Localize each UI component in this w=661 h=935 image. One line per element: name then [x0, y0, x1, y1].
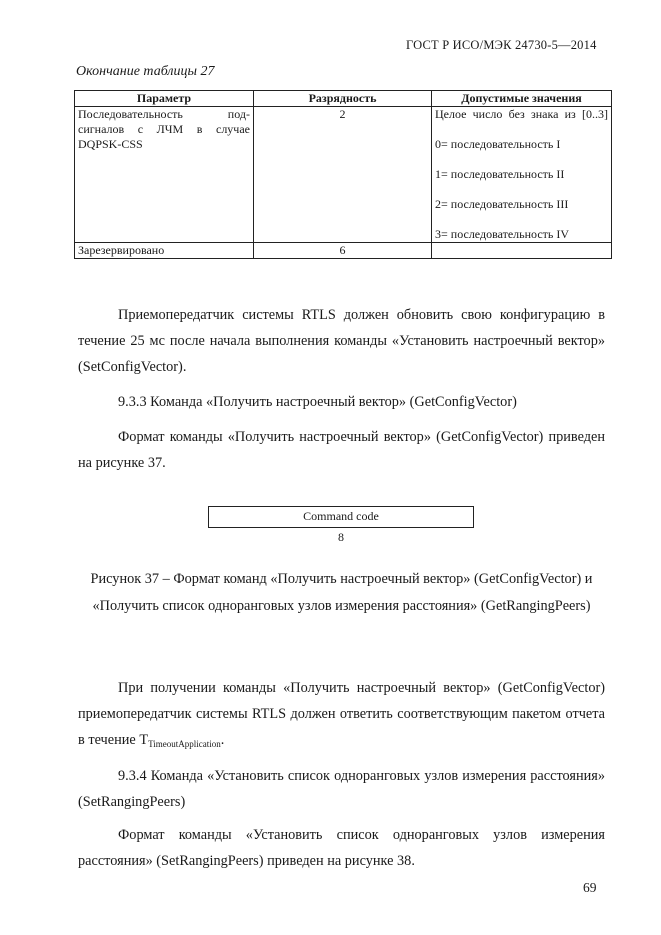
- paragraph: Формат команды «Установить список одноранговых узлов измерения расстояния» (SetRangingPeers) приведен на рисунке 38.: [78, 827, 605, 869]
- value-line: 2= последовательность III: [435, 197, 569, 211]
- document-header: ГОСТ Р ИСО/МЭК 24730-5—2014: [406, 38, 597, 52]
- figure-caption: Рисунок 37 – Формат команд «Получить настроечный вектор» (GetConfigVector) и «Получить список одноранговых узлов измерения расстояния» (GetRangingPeers): [90, 571, 593, 614]
- paragraph-text: При получении команды «Получить настроечный вектор» (GetConfigVector) приемопередатчик системы RTLS должен ответить соответствующим пакетом отчета в течение T: [78, 680, 605, 748]
- table-cell-values: [432, 107, 612, 243]
- table-header-row: [75, 91, 612, 107]
- section-heading: 9.3.3 Команда «Получить настроечный вектор» (GetConfigVector): [118, 394, 517, 410]
- subscript: TimeoutApplication: [148, 739, 221, 749]
- paragraph: [78, 675, 605, 757]
- column-header-bits: Разрядность: [254, 91, 432, 107]
- table-row: [75, 243, 612, 259]
- field-bit-width: 8: [338, 530, 344, 544]
- table-cell-values: [432, 243, 612, 259]
- column-header-parameter: Параметр: [75, 91, 254, 107]
- paragraph: Приемопередатчик системы RTLS должен обновить свою конфигурацию в течение 25 мс после начала выполнения команды «Установить настроечный вектор» (SetConfigVector).: [78, 307, 605, 375]
- section-heading: 9.3.4 Команда «Установить список одноранговых узлов измерения расстояния» (SetRangingPeers): [78, 768, 605, 810]
- parameters-table: [74, 90, 612, 259]
- page-number: 69: [583, 880, 597, 895]
- value-line: 0= последовательность I: [435, 137, 561, 151]
- table-cell-bits: 6: [254, 243, 432, 259]
- table-caption: Окончание таблицы 27: [76, 64, 215, 79]
- column-header-values: Допустимые значения: [432, 91, 612, 107]
- value-line: 1= последовательность II: [435, 167, 565, 181]
- paragraph-end: .: [220, 732, 225, 748]
- value-line: 3= последовательность IV: [435, 227, 570, 241]
- paragraph: Формат команды «Получить настроечный вектор» (GetConfigVector) приведен на рисунке 37.: [78, 429, 605, 471]
- table-cell-parameter: Последовательность под-сигналов с ЛЧМ в случае DQPSK-CSS: [75, 107, 254, 243]
- table-row: [75, 107, 612, 243]
- value-line: Целое число без знака из [0..3]: [435, 107, 608, 121]
- table-cell-parameter: Зарезервировано: [75, 243, 254, 259]
- table-cell-bits: 2: [254, 107, 432, 243]
- command-code-field: Command code: [208, 506, 474, 528]
